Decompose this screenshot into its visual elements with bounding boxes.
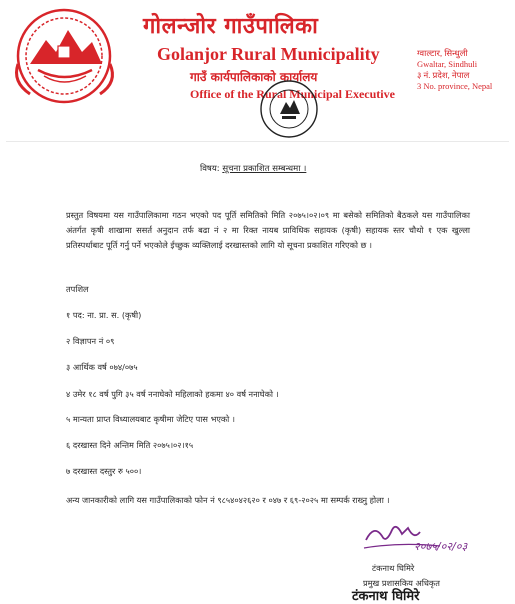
- detail-item-4: ४ उमेर १८ वर्ष पुगि ३५ वर्ष ननाघेको महिलाको हकमा ४० वर्ष ननाघेको ।: [66, 389, 279, 399]
- detail-item-1: १ पद: ना. प्रा. स. (कृषी): [66, 310, 142, 320]
- subject-label: विषय:: [200, 164, 220, 174]
- municipality-title-nepali: गोलन्जोर गाउँपालिका: [143, 14, 319, 39]
- handwritten-signature: [360, 518, 500, 563]
- subject-line: [200, 163, 306, 174]
- address-line-2: Gwaltar, Sindhuli: [417, 59, 478, 69]
- address-line-1: ग्वाल्टार, सिन्धुली: [417, 48, 468, 58]
- signatory-name-stamp: टंकनाथ घिमिरे: [352, 589, 420, 604]
- detail-item-6: ६ दरखास्त दिने अन्तिम मिति २०७५।०२।१५: [66, 440, 194, 450]
- details-heading: तपशिल: [66, 284, 89, 294]
- handwritten-date: २०७५/०२/०३: [414, 540, 468, 553]
- office-title-english: Office of the Rural Municipal Executive: [190, 87, 395, 101]
- header-divider: [6, 141, 509, 142]
- municipality-logo: [8, 6, 126, 106]
- detail-item-2: २ विज्ञापन नं ०९: [66, 336, 115, 346]
- closing-paragraph: अन्य जानकारीको लागि यस गाउँपालिकाको फोन नं ९८५४०४२६२० र ०४७ र ६९-२०२५ मा सम्पर्क राख्नु होला ।: [66, 495, 390, 505]
- address-line-3: ३ नं. प्रदेश, नेपाल: [417, 70, 470, 80]
- office-seal-stamp: [258, 78, 320, 140]
- address-line-4: 3 No. province, Nepal: [417, 81, 493, 91]
- detail-item-5: ५ मान्यता प्राप्त विध्यालयबाट कृषीमा जेटिए पास भएको ।: [66, 414, 235, 424]
- subject-text: सूचना प्रकाशित सम्बन्धमा ।: [222, 164, 307, 174]
- detail-item-3: ३ आर्थिक वर्ष ०७४/०७५: [66, 362, 138, 372]
- municipality-title-english: Golanjor Rural Municipality: [157, 44, 380, 64]
- detail-item-7: ७ दरखास्त दस्तुर रु ५००।: [66, 466, 142, 476]
- signatory-title: प्रमुख प्रशासकिय अधिकृत: [363, 578, 440, 588]
- notice-paragraph: प्रस्तुत विषयमा यस गाउँपालिकामा गठन भएको पद पूर्ति समितिको मिति २०७५।०२।०९ मा बसेको समितिको बैठकले यस गाउँपालिका अंतर्गत कृषी शाखामा ससर्त अनुदान तर्फ बढा नं २ मा रिक्त नायब प्राविधिक सहायक (कृषी) सहायक स्तर चौथो १ एक खुल्ला प्रतिस्पर्धाबाट पूर्ति गर्नु पर्ने भएकोले ईच्छुक व्यक्तिलाई दरखास्तको लागि यो सूचना प्रकाशित गरिएको छ ।: [66, 210, 470, 250]
- signatory-name: टंकनाथ घिमिरे: [372, 563, 415, 573]
- office-title-nepali: गाउँ कार्यपालिकाको कार्यालय: [190, 70, 318, 84]
